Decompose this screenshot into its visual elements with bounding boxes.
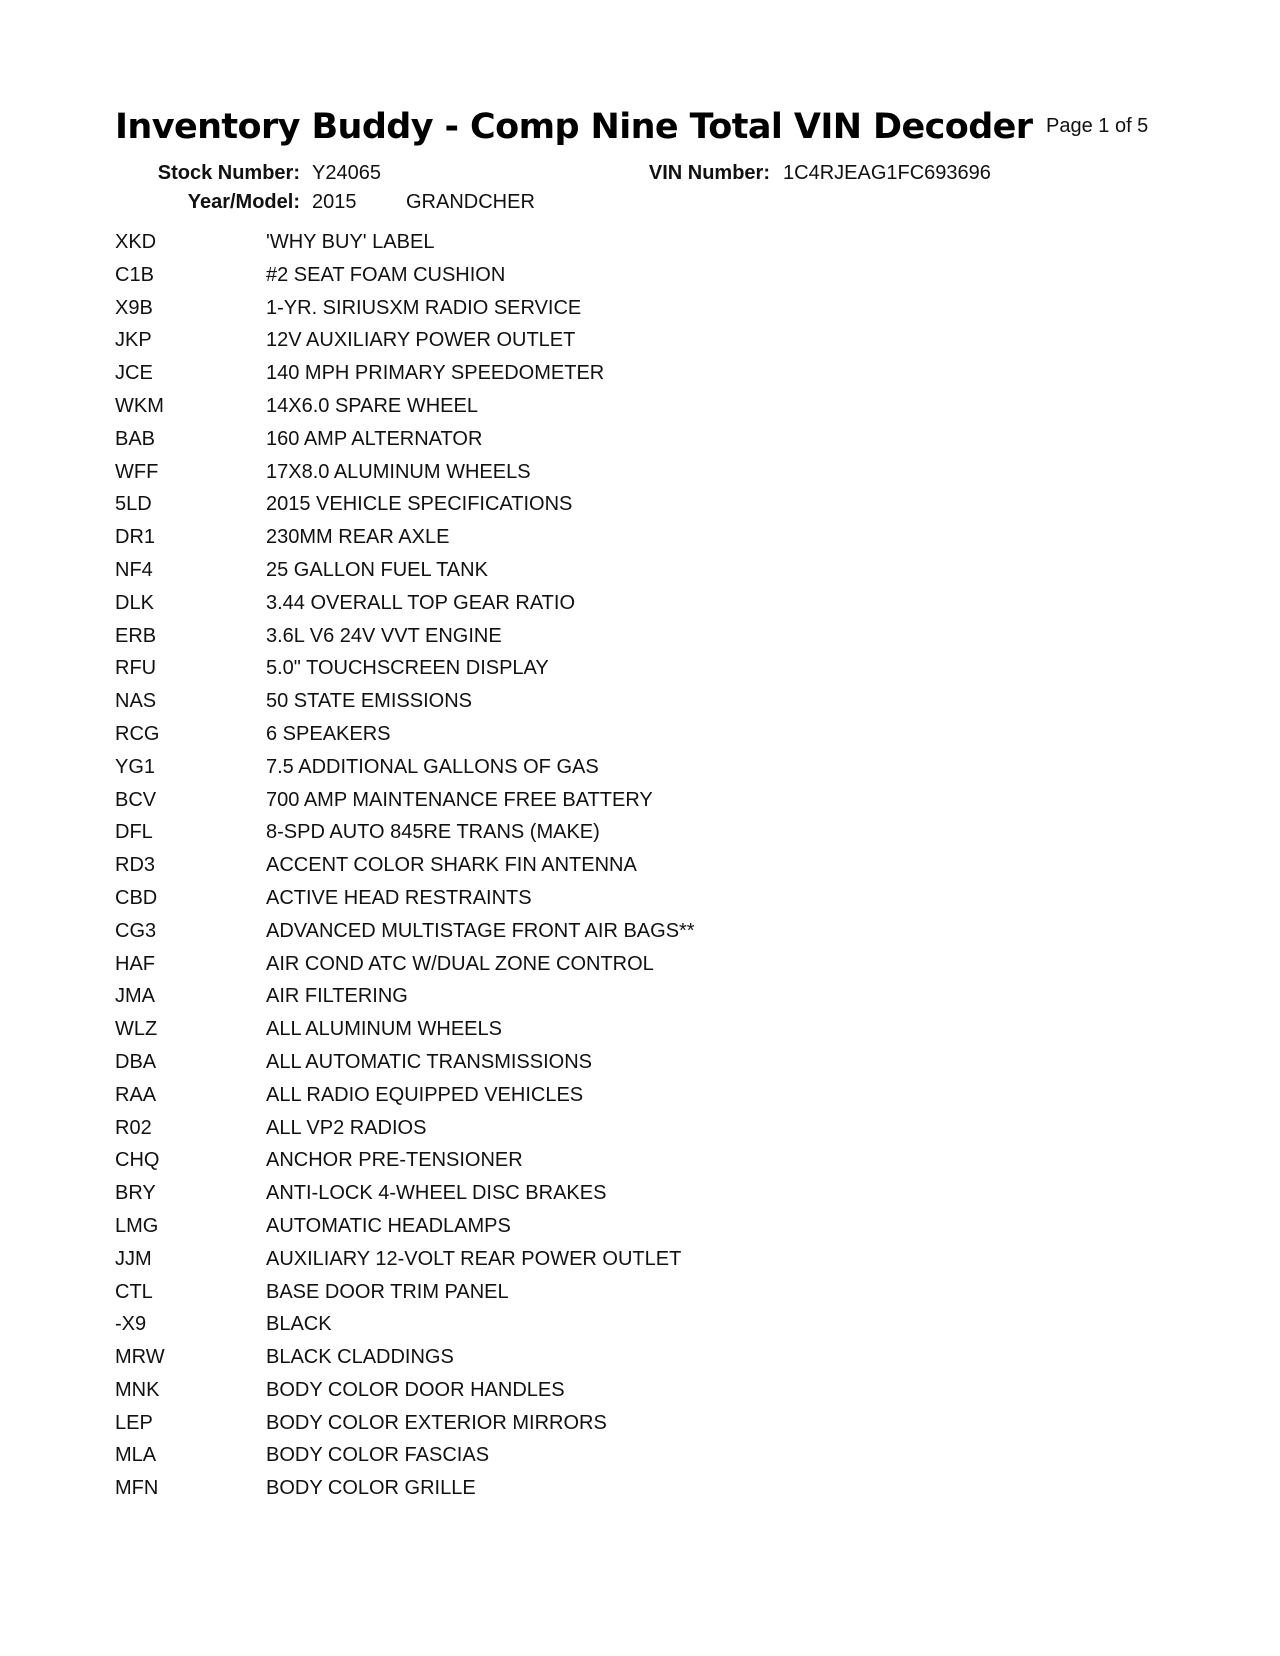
option-description: 3.6L V6 24V VVT ENGINE — [266, 624, 502, 647]
option-description: 12V AUXILIARY POWER OUTLET — [266, 329, 576, 352]
option-code: X9B — [115, 296, 153, 319]
option-code: HAF — [115, 952, 155, 975]
option-description: ACCENT COLOR SHARK FIN ANTENNA — [266, 854, 637, 877]
option-description: ADVANCED MULTISTAGE FRONT AIR BAGS** — [266, 919, 695, 942]
option-description: ALL ALUMINUM WHEELS — [266, 1018, 502, 1041]
vin-number-value: 1C4RJEAG1FC693696 — [783, 162, 991, 184]
option-description: 'WHY BUY' LABEL — [266, 231, 435, 253]
option-code: RCG — [115, 722, 160, 745]
option-code: BCV — [115, 788, 157, 811]
option-description: 1-YR. SIRIUSXM RADIO SERVICE — [266, 296, 582, 319]
option-code: YG1 — [115, 755, 156, 778]
option-code: JMA — [115, 985, 155, 1008]
stock-number-label: Stock Number: — [157, 162, 300, 184]
option-code: WFF — [115, 460, 159, 483]
option-description: ACTIVE HEAD RESTRAINTS — [266, 886, 532, 909]
option-code: R02 — [115, 1116, 152, 1139]
option-code: LMG — [115, 1214, 159, 1237]
option-description: 50 STATE EMISSIONS — [266, 690, 472, 713]
option-description: BLACK — [266, 1313, 332, 1336]
option-description: BODY COLOR FASCIAS — [266, 1444, 490, 1467]
option-description: 17X8.0 ALUMINUM WHEELS — [266, 460, 531, 483]
page-title: Inventory Buddy - Comp Nine Total VIN Decoder — [115, 107, 1033, 147]
option-code: RD3 — [115, 854, 156, 877]
option-code: BRY — [115, 1182, 156, 1205]
option-code: -X9 — [115, 1313, 147, 1336]
option-code: MLA — [115, 1444, 157, 1467]
option-description: BODY COLOR GRILLE — [266, 1477, 476, 1500]
option-description: 2015 VEHICLE SPECIFICATIONS — [266, 493, 573, 516]
option-description: BASE DOOR TRIM PANEL — [266, 1280, 509, 1303]
option-code: LEP — [115, 1411, 153, 1434]
option-code: DLK — [115, 591, 154, 614]
option-description: 8-SPD AUTO 845RE TRANS (MAKE) — [266, 821, 600, 844]
option-code: MRW — [115, 1346, 165, 1369]
option-description: 140 MPH PRIMARY SPEEDOMETER — [266, 362, 605, 385]
page-indicator: Page 1 of 5 — [1046, 115, 1149, 137]
year-model-label: Year/Model: — [187, 191, 300, 213]
option-code: DFL — [115, 821, 153, 844]
stock-number-value: Y24065 — [312, 162, 381, 184]
option-description: 25 GALLON FUEL TANK — [266, 558, 488, 581]
option-description: ALL RADIO EQUIPPED VEHICLES — [266, 1083, 584, 1106]
option-code: CHQ — [115, 1149, 160, 1172]
option-description: ALL AUTOMATIC TRANSMISSIONS — [266, 1050, 592, 1073]
option-description: 6 SPEAKERS — [266, 722, 391, 745]
option-code: CTL — [115, 1280, 153, 1303]
option-code: MFN — [115, 1477, 159, 1500]
option-description: ANTI-LOCK 4-WHEEL DISC BRAKES — [266, 1182, 607, 1205]
option-description: BODY COLOR EXTERIOR MIRRORS — [266, 1411, 607, 1434]
option-description: BODY COLOR DOOR HANDLES — [266, 1378, 565, 1401]
option-description: 5.0" TOUCHSCREEN DISPLAY — [266, 657, 549, 680]
option-description: BLACK CLADDINGS — [266, 1346, 454, 1369]
option-code: NAS — [115, 690, 157, 713]
option-code: JKP — [115, 329, 152, 352]
option-code: DBA — [115, 1050, 157, 1073]
option-code: BAB — [115, 427, 156, 450]
option-description: ANCHOR PRE-TENSIONER — [266, 1149, 523, 1172]
option-code: WLZ — [115, 1018, 158, 1041]
option-code: ERB — [115, 624, 157, 647]
option-code: RAA — [115, 1083, 157, 1106]
option-code: CBD — [115, 886, 158, 909]
option-description: 3.44 OVERALL TOP GEAR RATIO — [266, 591, 576, 614]
option-description: ALL VP2 RADIOS — [266, 1116, 427, 1139]
option-code: DR1 — [115, 526, 156, 549]
option-code: NF4 — [115, 558, 153, 581]
option-description: AIR FILTERING — [266, 985, 408, 1008]
option-description: 230MM REAR AXLE — [266, 526, 450, 549]
option-description: AIR COND ATC W/DUAL ZONE CONTROL — [266, 952, 654, 975]
option-code: C1B — [115, 263, 154, 286]
option-code: CG3 — [115, 919, 157, 942]
option-code: RFU — [115, 657, 157, 680]
option-code: WKM — [115, 394, 164, 417]
option-description: AUXILIARY 12-VOLT REAR POWER OUTLET — [266, 1247, 682, 1270]
model-name-value: GRANDCHER — [406, 191, 535, 213]
option-code: MNK — [115, 1378, 160, 1401]
option-description: 160 AMP ALTERNATOR — [266, 427, 483, 450]
option-description: 7.5 ADDITIONAL GALLONS OF GAS — [266, 755, 599, 778]
option-description: 700 AMP MAINTENANCE FREE BATTERY — [266, 788, 653, 811]
option-description: #2 SEAT FOAM CUSHION — [266, 263, 506, 286]
option-description: AUTOMATIC HEADLAMPS — [266, 1214, 511, 1237]
option-code: 5LD — [115, 493, 152, 516]
option-code: JCE — [115, 362, 153, 385]
option-code: JJM — [115, 1247, 152, 1270]
model-year-value: 2015 — [312, 191, 357, 213]
option-description: 14X6.0 SPARE WHEEL — [266, 394, 478, 417]
vin-number-label: VIN Number: — [648, 162, 770, 184]
option-code: XKD — [115, 231, 157, 253]
